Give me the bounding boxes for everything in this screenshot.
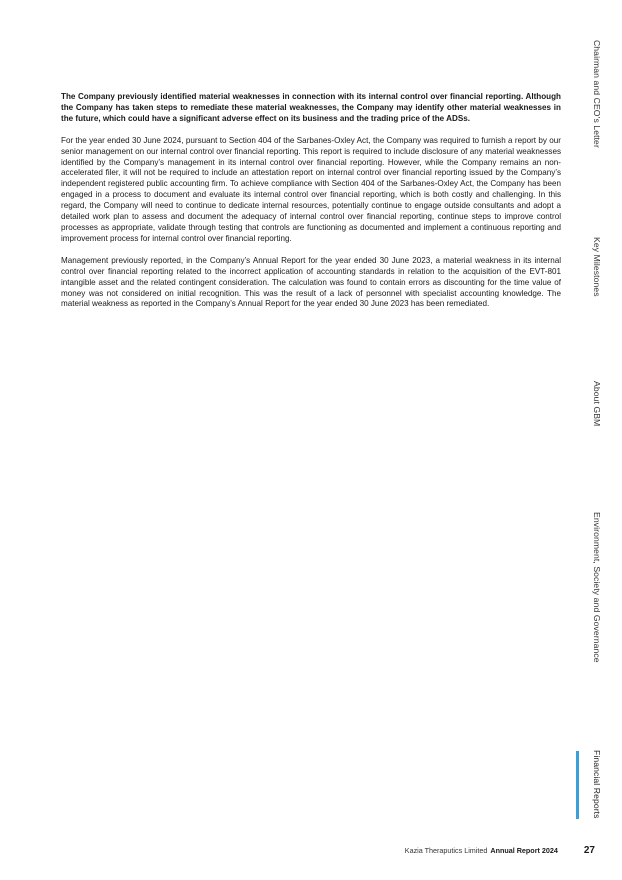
nav-item-label: Environment, Society and Governance [592, 512, 602, 663]
lead-paragraph: The Company previously identified material weaknesses in connection with its internal control over financial reporting. Although the Company has taken steps to remediate these material weaknesses, the Company may identify other material weaknesses in the future, which could have a significant adverse effect on its business and the trading price of the ADSs. [61, 92, 561, 123]
nav-item-label: About GBM [592, 381, 602, 427]
nav-item-label: Key Milestones [592, 237, 602, 297]
side-navigation [582, 0, 622, 880]
nav-item-label: Financial Reports [592, 750, 602, 819]
footer-report-title: Annual Report 2024 [490, 846, 558, 855]
nav-item-label: Chairman and CEO’s Letter [592, 40, 602, 148]
body-paragraph: Management previously reported, in the Company’s Annual Report for the year ended 30 June 2023, a material weakness in its internal control over financial reporting related to the incorrect application of accounting standards in relation to the acquisition of the EVT-801 intangible asset and the related contingent consideration. The calculation was found to contain errors as discounting for the time value of money was not considered on initial recognition. This was the result of a lack of personnel with specialist accounting knowledge. The material weakness as reported in the Company’s Annual Report for the year ended 30 June 2023 has been remediated. [61, 255, 561, 309]
body-paragraph: For the year ended 30 June 2024, pursuant to Section 404 of the Sarbanes-Oxley Act, the Company was required to furnish a report by our senior management on our internal control over financial reporting. This report is required to include disclosure of any material weaknesses identified by the Company’s management in its internal control over financial reporting. However, while the Company remains an non-accelerated filer, it will not be required to include an attestation report on internal control over financial reporting issued by the Company’s independent registered public accounting firm. To achieve compliance with Section 404 of the Sarbanes-Oxley Act, the Company has been engaged in a process to document and evaluate its internal control over financial reporting, which is both costly and challenging. In this regard, the Company will need to continue to dedicate internal resources, potentially continue to engage outside consultants and adopt a detailed work plan to assess and document the adequacy of internal control over financial reporting, continue steps to improve control processes as appropriate, validate through testing that controls are functioning as documented and implement a continuous reporting and improvement process for internal control over financial reporting. [61, 135, 561, 243]
page-footer [405, 845, 595, 856]
active-section-indicator [576, 751, 579, 819]
page-number: 27 [583, 845, 595, 856]
footer-company: Kazia Theraputics Limited [404, 846, 488, 855]
document-body [61, 92, 561, 321]
